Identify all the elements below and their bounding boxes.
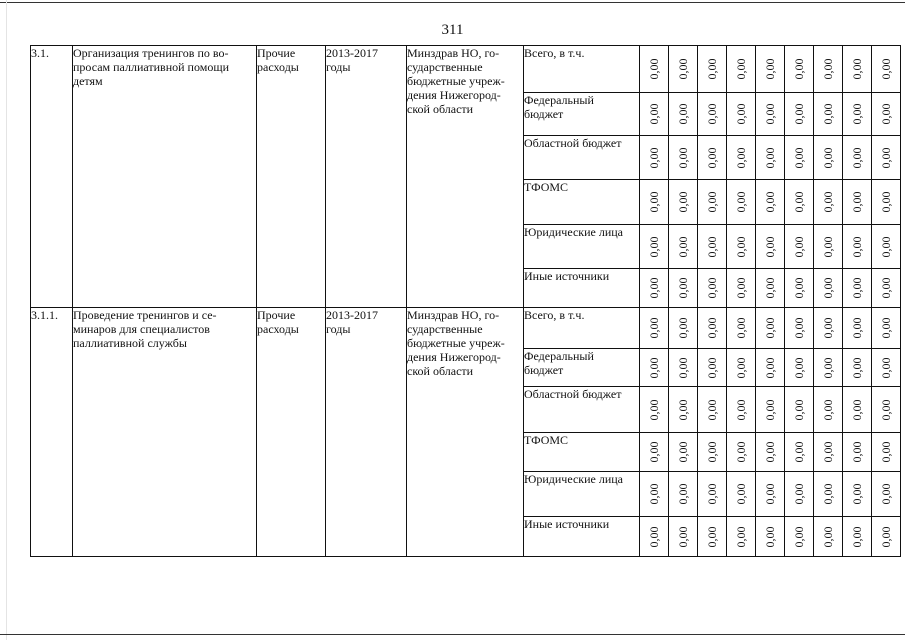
funding-source-label: Федеральный бюджет <box>524 349 640 387</box>
amount-value: 0,00 <box>821 103 835 125</box>
amount-cell <box>640 433 669 472</box>
amount-value: 0,00 <box>792 526 806 547</box>
amount-cell <box>872 349 901 387</box>
amount-value: 0,00 <box>763 103 777 125</box>
source-row <box>31 46 901 93</box>
amount-value: 0,00 <box>734 399 748 420</box>
amount-cell <box>872 225 901 269</box>
amount-cell <box>698 308 727 349</box>
amount-cell <box>872 308 901 349</box>
amount-value: 0,00 <box>734 103 748 125</box>
amount-cell <box>785 93 814 136</box>
amount-cell <box>640 46 669 93</box>
implementation-period: 2013-2017 годы <box>326 308 407 557</box>
amount-value: 0,00 <box>647 483 661 505</box>
amount-cell <box>669 349 698 387</box>
amount-cell <box>698 387 727 433</box>
funding-source-label: Юридические лица <box>524 225 640 269</box>
amount-cell <box>785 472 814 517</box>
amount-value: 0,00 <box>792 317 806 339</box>
amount-value: 0,00 <box>705 399 719 420</box>
amount-cell <box>669 136 698 180</box>
amount-value: 0,00 <box>705 236 719 257</box>
amount-cell <box>640 269 669 308</box>
amount-cell <box>872 46 901 93</box>
amount-cell <box>640 225 669 269</box>
amount-cell <box>669 46 698 93</box>
funding-source-label: Всего, в т.ч. <box>524 46 640 93</box>
amount-value: 0,00 <box>850 236 864 257</box>
amount-value: 0,00 <box>676 357 690 378</box>
amount-value: 0,00 <box>763 147 777 168</box>
activity-title: Проведение тренингов и се- минаров для специалистов паллиативной службы <box>73 308 257 557</box>
amount-value: 0,00 <box>763 357 777 378</box>
amount-cell <box>843 46 872 93</box>
amount-cell <box>785 269 814 308</box>
amount-value: 0,00 <box>705 526 719 547</box>
amount-cell <box>814 308 843 349</box>
amount-cell <box>872 387 901 433</box>
amount-value: 0,00 <box>676 526 690 547</box>
amount-cell <box>669 433 698 472</box>
amount-value: 0,00 <box>676 147 690 168</box>
amount-cell <box>814 387 843 433</box>
amount-value: 0,00 <box>734 483 748 505</box>
amount-cell <box>843 225 872 269</box>
amount-cell <box>843 472 872 517</box>
amount-value: 0,00 <box>879 147 893 168</box>
amount-cell <box>872 180 901 225</box>
amount-value: 0,00 <box>850 441 864 463</box>
amount-value: 0,00 <box>734 191 748 213</box>
amount-cell <box>843 387 872 433</box>
amount-cell <box>640 180 669 225</box>
amount-cell <box>669 308 698 349</box>
activity-number: 3.1. <box>31 46 73 308</box>
amount-cell <box>843 180 872 225</box>
amount-value: 0,00 <box>792 103 806 125</box>
amount-cell <box>640 517 669 557</box>
amount-value: 0,00 <box>879 103 893 125</box>
amount-value: 0,00 <box>647 103 661 125</box>
amount-value: 0,00 <box>647 191 661 213</box>
funding-source-label: Всего, в т.ч. <box>524 308 640 349</box>
amount-cell <box>785 308 814 349</box>
amount-value: 0,00 <box>705 103 719 125</box>
amount-value: 0,00 <box>734 317 748 339</box>
executor: Минздрав НО, го- сударственные бюджетные учреж- дения Нижегород- ской области <box>407 46 524 308</box>
amount-value: 0,00 <box>879 58 893 80</box>
amount-value: 0,00 <box>821 399 835 420</box>
amount-cell <box>640 93 669 136</box>
amount-value: 0,00 <box>850 526 864 547</box>
amount-cell <box>727 225 756 269</box>
amount-value: 0,00 <box>763 317 777 339</box>
amount-cell <box>640 387 669 433</box>
amount-value: 0,00 <box>705 58 719 80</box>
amount-value: 0,00 <box>821 147 835 168</box>
amount-value: 0,00 <box>821 277 835 299</box>
amount-value: 0,00 <box>705 147 719 168</box>
amount-value: 0,00 <box>763 58 777 80</box>
amount-cell <box>814 136 843 180</box>
amount-value: 0,00 <box>792 357 806 378</box>
amount-cell <box>785 433 814 472</box>
amount-value: 0,00 <box>879 236 893 257</box>
amount-value: 0,00 <box>821 483 835 505</box>
amount-value: 0,00 <box>647 277 661 299</box>
amount-value: 0,00 <box>792 399 806 420</box>
amount-value: 0,00 <box>705 483 719 505</box>
amount-value: 0,00 <box>879 483 893 505</box>
amount-value: 0,00 <box>792 277 806 299</box>
amount-value: 0,00 <box>734 441 748 463</box>
amount-cell <box>756 308 785 349</box>
amount-cell <box>698 136 727 180</box>
amount-cell <box>669 387 698 433</box>
amount-value: 0,00 <box>763 441 777 463</box>
amount-cell <box>756 269 785 308</box>
amount-cell <box>727 136 756 180</box>
amount-cell <box>872 93 901 136</box>
amount-cell <box>727 517 756 557</box>
amount-value: 0,00 <box>647 399 661 420</box>
amount-value: 0,00 <box>705 191 719 213</box>
amount-cell <box>756 387 785 433</box>
amount-value: 0,00 <box>705 317 719 339</box>
amount-value: 0,00 <box>850 317 864 339</box>
amount-cell <box>756 180 785 225</box>
amount-value: 0,00 <box>879 277 893 299</box>
amount-value: 0,00 <box>850 483 864 505</box>
amount-cell <box>698 269 727 308</box>
amount-value: 0,00 <box>821 58 835 80</box>
amount-cell <box>756 433 785 472</box>
amount-cell <box>727 387 756 433</box>
executor: Минздрав НО, го- сударственные бюджетные учреж- дения Нижегород- ской области <box>407 308 524 557</box>
amount-cell <box>785 517 814 557</box>
expense-type: Прочие расходы <box>257 308 326 557</box>
funding-source-label: Областной бюджет <box>524 136 640 180</box>
amount-value: 0,00 <box>792 236 806 257</box>
amount-cell <box>727 180 756 225</box>
amount-cell <box>727 269 756 308</box>
amount-value: 0,00 <box>763 399 777 420</box>
amount-cell <box>727 349 756 387</box>
amount-cell <box>872 433 901 472</box>
funding-source-label: Федеральный бюджет <box>524 93 640 136</box>
amount-value: 0,00 <box>676 191 690 213</box>
amount-value: 0,00 <box>821 191 835 213</box>
amount-cell <box>785 225 814 269</box>
amount-value: 0,00 <box>850 277 864 299</box>
amount-value: 0,00 <box>763 483 777 505</box>
amount-value: 0,00 <box>734 58 748 80</box>
amount-cell <box>785 349 814 387</box>
amount-cell <box>727 308 756 349</box>
amount-cell <box>698 517 727 557</box>
amount-cell <box>727 93 756 136</box>
amount-cell <box>756 46 785 93</box>
amount-cell <box>814 46 843 93</box>
amount-cell <box>669 517 698 557</box>
amount-cell <box>843 308 872 349</box>
amount-cell <box>698 46 727 93</box>
amount-cell <box>785 136 814 180</box>
amount-value: 0,00 <box>734 147 748 168</box>
amount-value: 0,00 <box>792 441 806 463</box>
amount-cell <box>756 136 785 180</box>
bottom-rule <box>0 634 905 635</box>
amount-cell <box>698 180 727 225</box>
amount-value: 0,00 <box>792 147 806 168</box>
amount-value: 0,00 <box>850 357 864 378</box>
amount-cell <box>785 180 814 225</box>
amount-cell <box>872 136 901 180</box>
amount-cell <box>872 517 901 557</box>
amount-cell <box>698 472 727 517</box>
amount-value: 0,00 <box>676 399 690 420</box>
amount-cell <box>814 472 843 517</box>
source-row <box>31 308 901 349</box>
amount-cell <box>727 46 756 93</box>
amount-value: 0,00 <box>647 58 661 80</box>
amount-value: 0,00 <box>676 58 690 80</box>
amount-value: 0,00 <box>850 399 864 420</box>
amount-cell <box>669 93 698 136</box>
amount-cell <box>843 136 872 180</box>
amount-value: 0,00 <box>850 147 864 168</box>
amount-cell <box>727 472 756 517</box>
amount-value: 0,00 <box>734 357 748 378</box>
amount-value: 0,00 <box>647 317 661 339</box>
amount-value: 0,00 <box>734 236 748 257</box>
amount-cell <box>756 472 785 517</box>
amount-cell <box>698 225 727 269</box>
amount-cell <box>669 472 698 517</box>
amount-value: 0,00 <box>879 399 893 420</box>
amount-value: 0,00 <box>792 483 806 505</box>
amount-value: 0,00 <box>850 103 864 125</box>
amount-value: 0,00 <box>821 357 835 378</box>
amount-value: 0,00 <box>676 277 690 299</box>
amount-value: 0,00 <box>879 526 893 547</box>
expense-type: Прочие расходы <box>257 46 326 308</box>
amount-cell <box>814 517 843 557</box>
amount-value: 0,00 <box>879 441 893 463</box>
amount-value: 0,00 <box>792 191 806 213</box>
amount-cell <box>640 472 669 517</box>
amount-value: 0,00 <box>647 357 661 378</box>
budget-table <box>30 45 901 557</box>
amount-cell <box>756 225 785 269</box>
amount-value: 0,00 <box>763 277 777 299</box>
amount-value: 0,00 <box>734 277 748 299</box>
amount-value: 0,00 <box>676 103 690 125</box>
implementation-period: 2013-2017 годы <box>326 46 407 308</box>
funding-source-label: ТФОМС <box>524 433 640 472</box>
amount-value: 0,00 <box>763 191 777 213</box>
amount-cell <box>814 269 843 308</box>
amount-value: 0,00 <box>705 277 719 299</box>
amount-value: 0,00 <box>792 58 806 80</box>
funding-source-label: Юридические лица <box>524 472 640 517</box>
amount-cell <box>843 93 872 136</box>
amount-cell <box>814 225 843 269</box>
amount-cell <box>843 349 872 387</box>
activity-number: 3.1.1. <box>31 308 73 557</box>
amount-value: 0,00 <box>647 526 661 547</box>
top-rule <box>0 2 905 3</box>
amount-cell <box>872 269 901 308</box>
amount-cell <box>756 517 785 557</box>
amount-cell <box>785 46 814 93</box>
amount-cell <box>785 387 814 433</box>
amount-cell <box>640 308 669 349</box>
amount-value: 0,00 <box>705 357 719 378</box>
amount-value: 0,00 <box>676 317 690 339</box>
page-number: 311 <box>441 22 464 38</box>
funding-source-label: Иные источники <box>524 269 640 308</box>
amount-value: 0,00 <box>850 191 864 213</box>
budget-body <box>31 46 901 557</box>
amount-cell <box>669 180 698 225</box>
amount-value: 0,00 <box>821 526 835 547</box>
scan-edge <box>6 0 7 640</box>
amount-cell <box>843 433 872 472</box>
amount-value: 0,00 <box>879 357 893 378</box>
amount-value: 0,00 <box>821 317 835 339</box>
amount-value: 0,00 <box>879 317 893 339</box>
amount-cell <box>727 433 756 472</box>
amount-cell <box>756 349 785 387</box>
funding-source-label: Иные источники <box>524 517 640 557</box>
amount-cell <box>698 93 727 136</box>
amount-value: 0,00 <box>763 526 777 547</box>
amount-cell <box>872 472 901 517</box>
amount-value: 0,00 <box>734 526 748 547</box>
amount-value: 0,00 <box>821 441 835 463</box>
amount-value: 0,00 <box>763 236 777 257</box>
amount-cell <box>814 433 843 472</box>
amount-value: 0,00 <box>705 441 719 463</box>
amount-value: 0,00 <box>879 191 893 213</box>
amount-cell <box>669 225 698 269</box>
amount-value: 0,00 <box>676 483 690 505</box>
amount-value: 0,00 <box>676 441 690 463</box>
amount-value: 0,00 <box>821 236 835 257</box>
amount-cell <box>843 517 872 557</box>
amount-cell <box>814 180 843 225</box>
amount-cell <box>640 136 669 180</box>
amount-cell <box>756 93 785 136</box>
amount-cell <box>698 433 727 472</box>
amount-value: 0,00 <box>647 441 661 463</box>
amount-value: 0,00 <box>850 58 864 80</box>
amount-value: 0,00 <box>647 147 661 168</box>
amount-cell <box>843 269 872 308</box>
amount-cell <box>814 93 843 136</box>
amount-cell <box>669 269 698 308</box>
amount-value: 0,00 <box>676 236 690 257</box>
funding-source-label: ТФОМС <box>524 180 640 225</box>
activity-title: Организация тренингов по во- просам паллиативной помощи детям <box>73 46 257 308</box>
funding-source-label: Областной бюджет <box>524 387 640 433</box>
amount-cell <box>640 349 669 387</box>
amount-value: 0,00 <box>647 236 661 257</box>
amount-cell <box>698 349 727 387</box>
amount-cell <box>814 349 843 387</box>
